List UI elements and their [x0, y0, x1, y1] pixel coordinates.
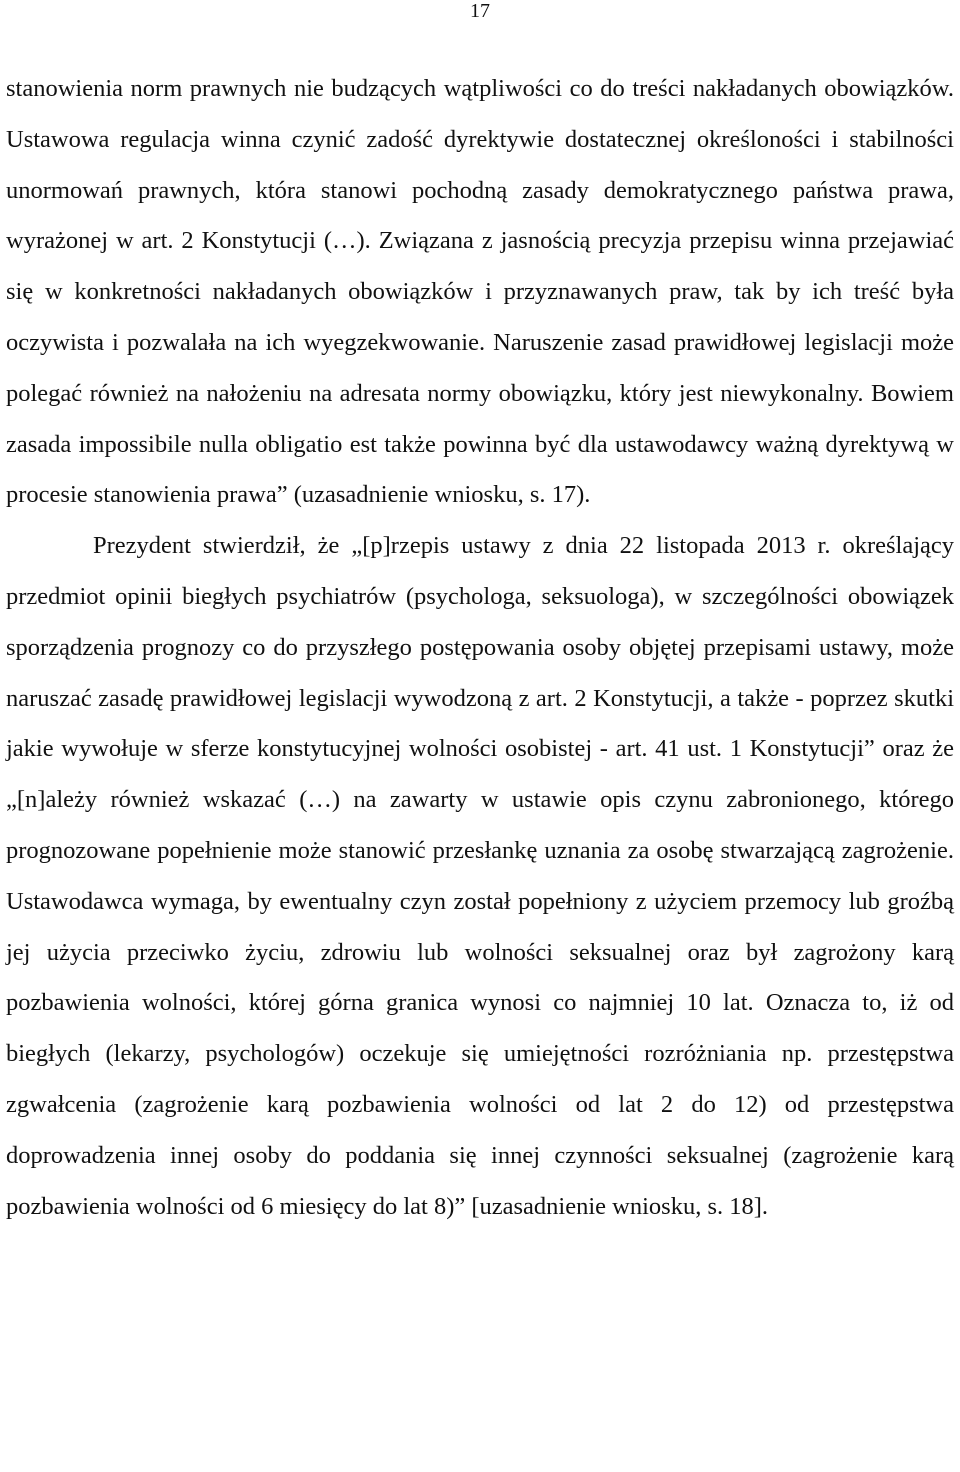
document-body — [6, 64, 954, 1232]
page-number: 17 — [470, 0, 490, 22]
paragraph-quote-continuation: stanowienia norm prawnych nie budzących wątpliwości co do treści nakładanych obowiązków. Ustawowa regulacja winna czynić zadość dyrektywie dostatecznej określoności i stabilności unormowań prawnych, która stanowi pochodną zasady demokratycznego państwa prawa, wyrażonej w art. 2 Konstytucji (…). Związana z jasnością precyzja przepisu winna przejawiać się w konkretności nakładanych obowiązków i przyznawanych praw, tak by ich treść była oczywista i pozwalała na ich wyegzekwowanie. Naruszenie zasad prawidłowej legislacji może polegać również na nałożeniu na adresata normy obowiązku, który jest niewykonalny. Bowiem zasada impossibile nulla obligatio est także powinna być dla ustawodawcy ważną dyrektywą w procesie stanowienia prawa” (uzasadnienie wniosku, s. 17). — [6, 75, 954, 509]
paragraph-president-argument: Prezydent stwierdził, że „[p]rzepis ustawy z dnia 22 listopada 2013 r. określający przedmiot opinii biegłych psychiatrów (psychologa, seksuologa), w szczególności obowiązek sporządzenia prognozy co do przyszłego postępowania osoby objętej przepisami ustawy, może naruszać zasadę prawidłowej legislacji wywodzoną z art. 2 Konstytucji, a także - poprzez skutki jakie wywołuje w sferze konstytucyjnej wolności osobistej - art. 41 ust. 1 Konstytucji” oraz że „[n]ależy również wskazać (…) na zawarty w ustawie opis czynu zabronionego, którego prognozowane popełnienie może stanowić przesłankę uznania za osobę stwarzającą zagrożenie. Ustawodawca wymaga, by ewentualny czyn został popełniony z użyciem przemocy lub groźbą jej użycia przeciwko życiu, zdrowiu lub wolności seksualnej oraz był zagrożony karą pozbawienia wolności, której górna granica wynosi co najmniej 10 lat. Oznacza to, iż od biegłych (lekarzy, psychologów) oczekuje się umiejętności rozróżniania np. przestępstwa zgwałcenia (zagrożenie karą pozbawienia wolności od lat 2 do 12) od przestępstwa doprowadzenia innej osoby do poddania się innej czynności seksualnej (zagrożenie karą pozbawienia wolności od 6 miesięcy do lat 8)” [uzasadnienie wniosku, s. 18]. — [6, 532, 954, 1220]
